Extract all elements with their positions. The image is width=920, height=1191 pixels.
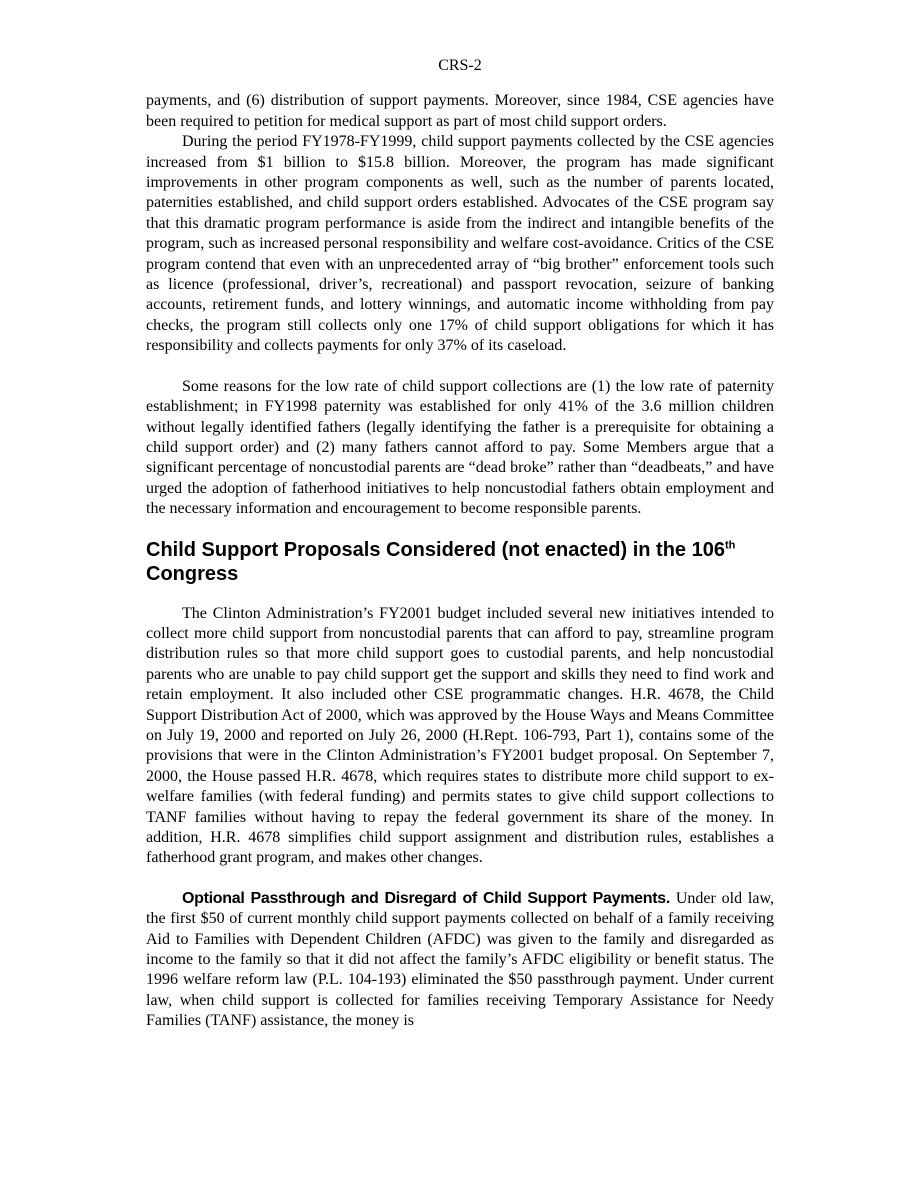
section-heading-end: Congress (146, 562, 239, 585)
paragraph-passthrough (146, 889, 774, 1032)
paragraph-low-rate: Some reasons for the low rate of child support collections are (1) the low rate of paternity establishment; in FY1998 paternity was established for only 41% of the 3.6 million children without legally identified fathers (legally identifying the father is a prerequisite for obtaining a child support order) and (2) many fathers cannot afford to pay. Some Members argue that a significant percentage of noncustodial parents are “dead broke” rather than “deadbeats,” and have urged the adoption of fatherhood initiatives to help noncustodial fathers obtain employment and the necessary information and encouragement to become responsible parents. (146, 377, 774, 518)
section-heading-superscript: th (724, 538, 736, 551)
runin-subheading: Optional Passthrough and Disregard of Child Support Payments. (182, 889, 670, 907)
section-heading (146, 538, 774, 586)
paragraph-clinton-budget: The Clinton Administration’s FY2001 budget included several new initiatives intended to collect more child support from noncustodial parents that can afford to pay, streamline program distribution rules so that more child support goes to custodial parents, and help noncustodial parents who are unable to pay child support get the support and skills they need to find work and retain employment. It also included other CSE programmatic changes. H.R. 4678, the Child Support Distribution Act of 2000, which was approved by the House Ways and Means Committee on July 19, 2000 and reported on July 26, 2000 (H.Rept. 106-793, Part 1), contains some of the provisions that were in the Clinton Administration’s FY2001 budget proposal. On September 7, 2000, the House passed H.R. 4678, which requires states to distribute more child support to ex-welfare families (with federal funding) and permits states to give child support collections to TANF families without having to repay the federal government its share of the money. In addition, H.R. 4678 simplifies child support assignment and distribution rules, establishes a fatherhood grant program, and makes other changes. (146, 604, 774, 867)
document-page (146, 56, 774, 1032)
paragraph-passthrough-text: Under old law, the first $50 of current monthly child support payments collected on behalf of a family receiving Aid to Families with Dependent Children (AFDC) was given to the family and disregarded as income to the family so that it did not affect the family’s AFDC eligibility or benefit status. The 1996 welfare reform law (P.L. 104-193) eliminated the $50 passthrough payment. Under current law, when child support is collected for families receiving Temporary Assistance for Needy Families (TANF) assistance, the money is (146, 889, 774, 1030)
section-heading-main: Child Support Proposals Considered (not enacted) in the 106 (146, 538, 725, 561)
paragraph-collections: During the period FY1978-FY1999, child support payments collected by the CSE agencies increased from $1 billion to $15.8 billion. Moreover, the program has made significant improvements in other program components as well, such as the number of parents located, paternities established, and child support orders established. Advocates of the CSE program say that this dramatic program performance is aside from the indirect and intangible benefits of the program, such as increased personal responsibility and welfare cost-avoidance. Critics of the CSE program contend that even with an unprecedented array of “big brother” enforcement tools such as licence (professional, driver’s, recreational) and passport revocation, seizure of banking accounts, retirement funds, and lottery winnings, and automatic income withholding from pay checks, the program still collects only one 17% of child support obligations for which it has responsibility and collects payments for only 37% of its caseload. (146, 133, 774, 355)
page-number: CRS-2 (438, 57, 482, 74)
paragraph-distribution: payments, and (6) distribution of support payments. Moreover, since 1984, CSE agencies have been required to petition for medical support as part of most child support orders. (146, 92, 774, 130)
